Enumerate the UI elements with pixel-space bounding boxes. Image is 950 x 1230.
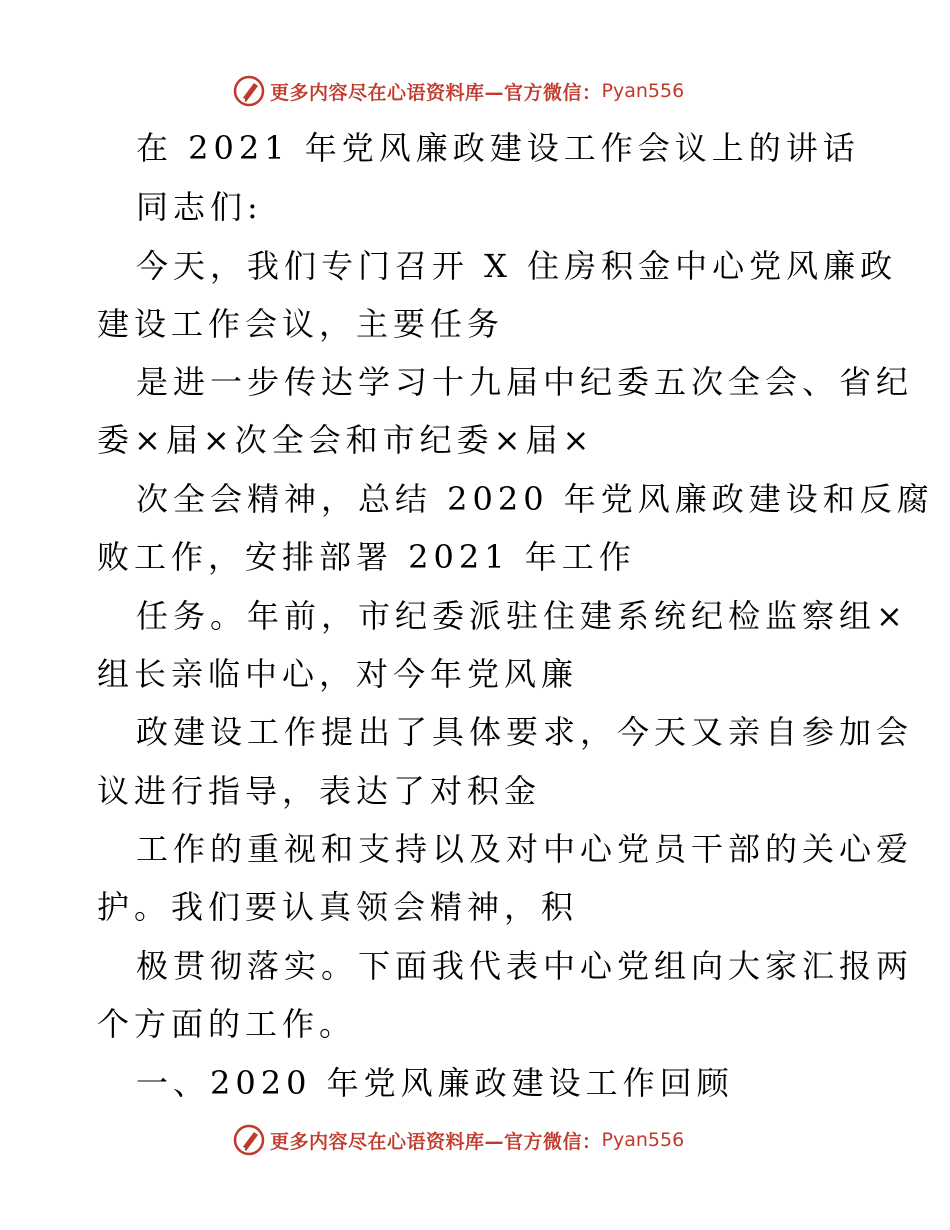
paragraph-line: 护。我们要认真领会精神，积	[97, 888, 579, 926]
paragraph-line: 次全会精神，总结 2020 年党风廉政建设和反腐	[136, 480, 934, 518]
paragraph-line: 极贯彻落实。下面我代表中心党组向大家汇报两	[136, 947, 914, 985]
paragraph-line: 任务。年前，市纪委派驻住建系统纪检监察组×	[136, 597, 908, 635]
paragraph-line: 建设工作会议，主要任务	[97, 305, 505, 343]
section-heading: 一、2020 年党风廉政建设工作回顾	[136, 1064, 734, 1102]
paragraph-line: 败工作，安排部署 2021 年工作	[97, 538, 636, 576]
paragraph-line: 组长亲临中心，对今年党风廉	[97, 655, 579, 693]
paragraph-line: 政建设工作提出了具体要求，今天又亲自参加会	[136, 713, 914, 751]
paragraph-line: 个方面的工作。	[97, 1005, 357, 1043]
watermark-text: 更多内容尽在心语资料库—官方微信：	[270, 1130, 602, 1153]
document-title: 在 2021 年党风廉政建设工作会议上的讲话	[136, 129, 860, 167]
watermark-text: 更多内容尽在心语资料库—官方微信：	[270, 81, 602, 104]
watermark-wechat-id: Pyan556	[601, 1129, 685, 1151]
watermark-wechat-id: Pyan556	[601, 80, 685, 102]
header-watermark	[232, 74, 684, 108]
pen-logo-icon	[232, 1123, 266, 1157]
paragraph-line: 委×届×次全会和市纪委×届×	[97, 421, 595, 459]
paragraph-line: 是进一步传达学习十九届中纪委五次全会、省纪	[136, 363, 914, 401]
salutation: 同志们:	[136, 188, 263, 226]
pen-logo-icon	[232, 74, 266, 108]
paragraph-line: 议进行指导，表达了对积金	[97, 772, 542, 810]
footer-watermark	[232, 1123, 684, 1157]
paragraph-line: 工作的重视和支持以及对中心党员干部的关心爱	[136, 830, 914, 868]
paragraph-line: 今天，我们专门召开 X 住房积金中心党风廉政	[136, 247, 898, 285]
